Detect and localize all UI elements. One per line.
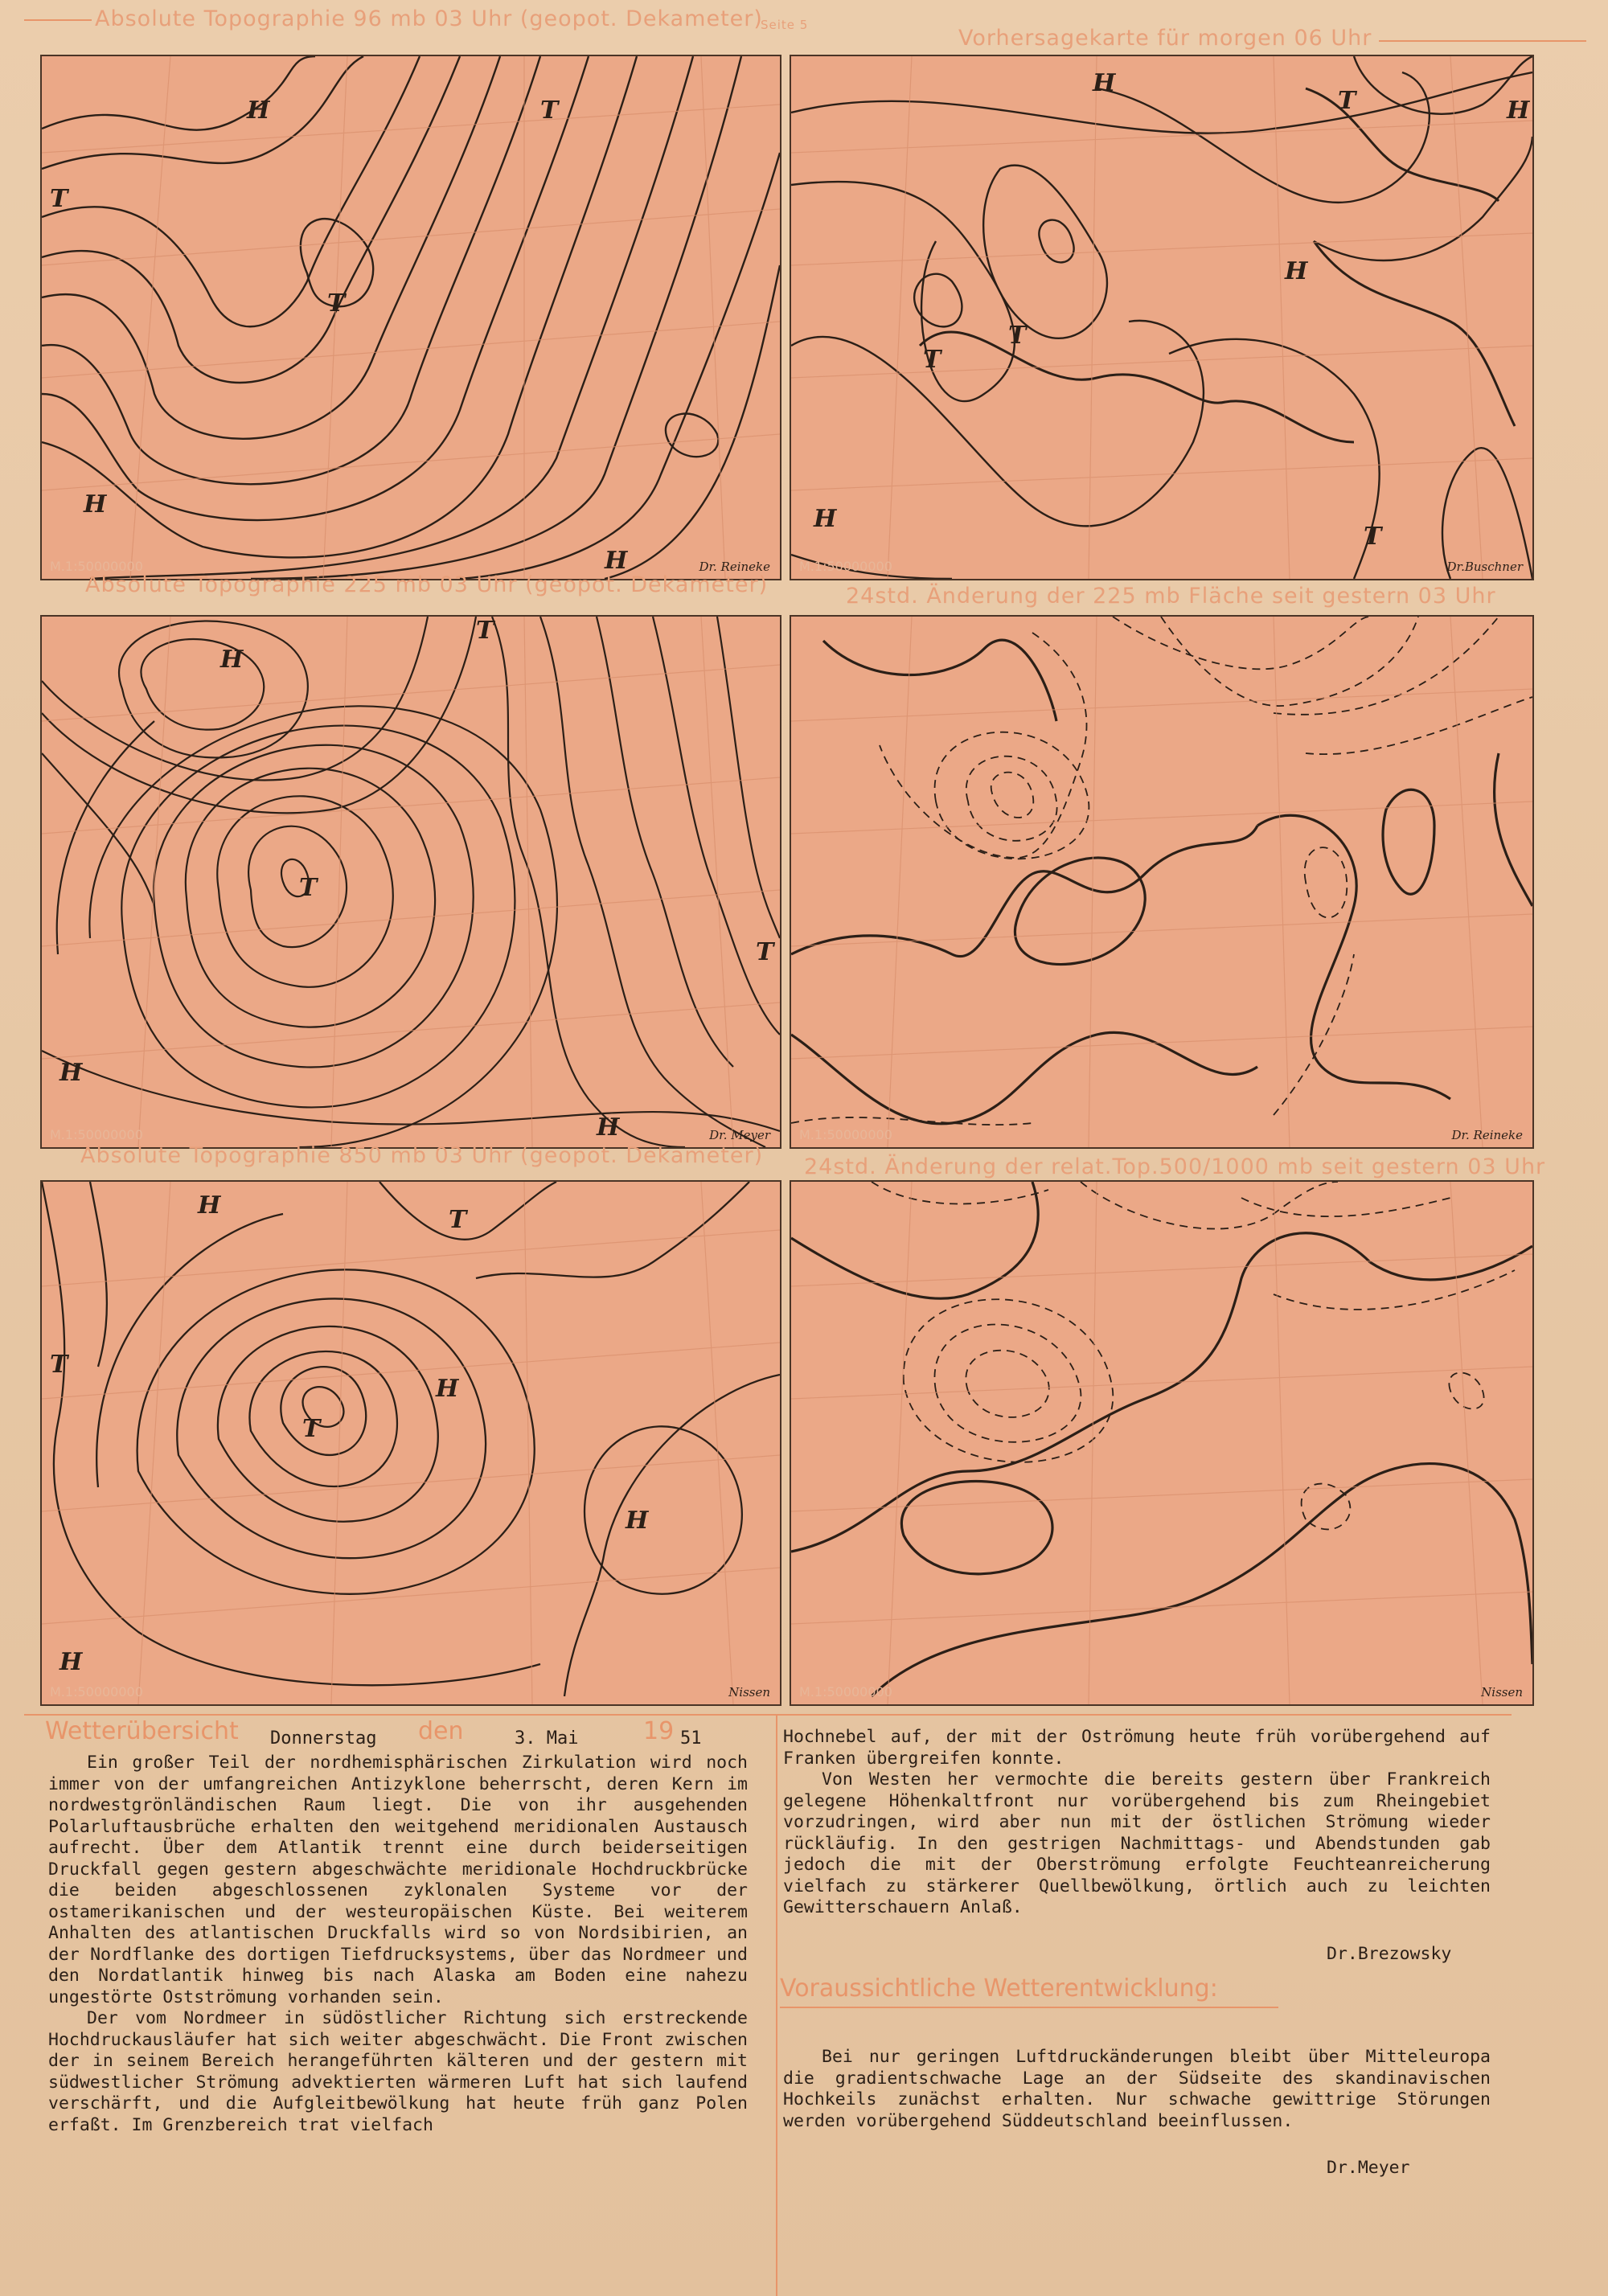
map-scale: M.1:50000000 (50, 1127, 143, 1142)
isohypse-lines (42, 1182, 780, 1704)
map-change-225mb (790, 615, 1534, 1149)
date: 3. Mai (515, 1728, 579, 1749)
low-symbol: T (299, 874, 318, 902)
forecast-signature: Dr.Meyer (1327, 2158, 1410, 2178)
map-scale: M.1:50000000 (799, 1684, 892, 1699)
low-symbol: T (50, 185, 68, 213)
map-topo-225mb (40, 615, 781, 1149)
overview-paragraph: Von Westen her vermochte die bereits gestern über Frankreich gelegene Höhenkaltfront nur vorübergehend bis zum Rheingebiet vorzudringen, wird aber nun mit der östlichen Strömung wieder rückläufig. In den gestrigen Nachmittags- und Abendstunden gab jedoch die mit der Oberströmung erfolgte Feuchteanreicherung vielfach zu stärkerer Quellbewölkung, örtlich auch zu leichten Gewitterschauern Anlaß. (783, 1769, 1491, 1917)
high-symbol: H (605, 547, 628, 575)
page-number: Seite 5 (761, 18, 809, 32)
overview-paragraph: Ein großer Teil der nordhemisphärischen Zirkulation wird noch immer von der umfangreichen Antizyklone beherrscht, deren Kern im nordwestgrönländischen Raum liegt. Die von ihr ausgehenden Polarluftausbrüche erhalten den weitgehend meridionalen Austausch aufrecht. Über dem Atlantik trennt eine durch beiderseitigen Druckfall gegen gestern abgeschwächte meridionale Hochdruckbrücke die beiden abgeschlossenen zyklonalen Systeme vor der ostamerikanischen und der westeuropäischen Küste. Bei weiterem Anhalten des atlantischen Druckfalls wird so von Nordsibirien, an der Nordflanke des dortigen Tiefdrucksystems, über das Nordmeer und den Nordatlantik hinweg bis nach Alaska am Boden eine nahezu ungestörte Ostströmung vorhanden sein. (48, 1753, 748, 2007)
map-topo-850mb (40, 1180, 781, 1706)
map-scale: M.1:50000000 (50, 559, 143, 574)
map-author: Dr.Buschner (1446, 560, 1523, 574)
map-author: Nissen (728, 1685, 770, 1699)
low-symbol: T (540, 96, 559, 125)
map-change-relat-top (790, 1180, 1534, 1706)
forecast-text-block (783, 2047, 1491, 2132)
map-scale: M.1:50000000 (799, 1127, 892, 1142)
low-symbol: T (449, 1206, 467, 1234)
isohypse-lines (42, 56, 780, 579)
map1-title: Absolute Topographie 96 mb 03 Uhr (geopot. Dekameter) (95, 6, 763, 31)
overview-heading: Wetterübersicht (45, 1717, 239, 1745)
high-symbol: H (1507, 96, 1530, 125)
high-symbol: H (198, 1191, 221, 1220)
map-forecast (790, 55, 1534, 580)
isohypse-lines (42, 617, 780, 1147)
map4-title: 24std. Änderung der 225 mb Fläche seit gestern 03 Uhr (846, 584, 1496, 609)
low-symbol: T (1364, 523, 1382, 551)
low-symbol: T (756, 938, 774, 966)
map-author: Dr. Reineke (1451, 1128, 1523, 1142)
map-author: Dr. Meyer (709, 1128, 770, 1142)
low-symbol: T (302, 1415, 321, 1443)
high-symbol: H (1093, 69, 1116, 97)
high-symbol: H (59, 1648, 83, 1676)
low-symbol: T (476, 617, 494, 645)
map-scale: M.1:50000000 (799, 559, 892, 574)
high-symbol: H (247, 96, 270, 125)
map-author: Dr. Reineke (699, 560, 770, 574)
map-author: Nissen (1481, 1685, 1523, 1699)
overview-column-2 (783, 1727, 1491, 1919)
overview-signature: Dr.Brezowsky (1327, 1944, 1452, 1964)
isobar-lines (791, 56, 1532, 579)
high-symbol: H (84, 490, 107, 519)
high-symbol: H (626, 1507, 649, 1535)
year-suffix: 51 (680, 1728, 702, 1749)
low-symbol: T (327, 289, 346, 318)
map-scale: M.1:50000000 (50, 1684, 143, 1699)
high-symbol: H (597, 1113, 620, 1142)
high-symbol: H (1285, 257, 1308, 285)
map3-title: Absolute Topographie 225 mb 03 Uhr (geopot. Dekameter) (85, 572, 769, 597)
map5-title: Absolute Topographie 850 mb 03 Uhr (geopot. Dekameter) (80, 1143, 764, 1168)
low-symbol: T (923, 346, 941, 374)
map6-title: 24std. Änderung der relat.Top.500/1000 mb seit gestern 03 Uhr (804, 1154, 1546, 1179)
high-symbol: H (220, 646, 244, 674)
year-prefix: 19 (643, 1717, 675, 1745)
change-lines (791, 617, 1532, 1147)
weekday: Donnerstag (270, 1728, 377, 1749)
high-symbol: H (814, 505, 837, 533)
forecast-heading: Voraussichtliche Wetterentwicklung: (780, 1974, 1218, 2003)
map-topo-96mb (40, 55, 781, 580)
low-symbol: T (50, 1351, 68, 1379)
change-lines (791, 1182, 1532, 1704)
overview-paragraph: Hochnebel auf, der mit der Oströmung heute früh vorübergehend auf Franken übergreifen konnte. (783, 1727, 1491, 1769)
map2-title: Vorhersagekarte für morgen 06 Uhr (958, 26, 1372, 51)
overview-column-1 (48, 1753, 748, 2136)
forecast-paragraph: Bei nur geringen Luftdruckänderungen bleibt über Mitteleuropa die gradientschwache Lage an der Südseite des skandinavischen Hochkeils zunächst erhalten. Nur schwache gewittrige Störungen werden vorübergehend Süddeutschland beeinflussen. (783, 2047, 1491, 2131)
low-symbol: T (1008, 322, 1027, 350)
overview-paragraph: Der vom Nordmeer in südöstlicher Richtung sich erstreckende Hochdruckausläufer hat sich weiter abgeschwächt. Die Front zwischen der in seinem Bereich herangeführten kälteren und der gestern mit südwestlicher Strömung advektierten wärmeren Luft hat sich laufend verschärft, und die Aufgleitbewölkung hat heute früh ganz Polen erfaßt. Im Grenzbereich trat vielfach (48, 2008, 748, 2135)
date-den: den (418, 1717, 464, 1745)
high-symbol: H (436, 1375, 459, 1403)
high-symbol: H (59, 1059, 83, 1087)
low-symbol: T (1338, 87, 1356, 115)
